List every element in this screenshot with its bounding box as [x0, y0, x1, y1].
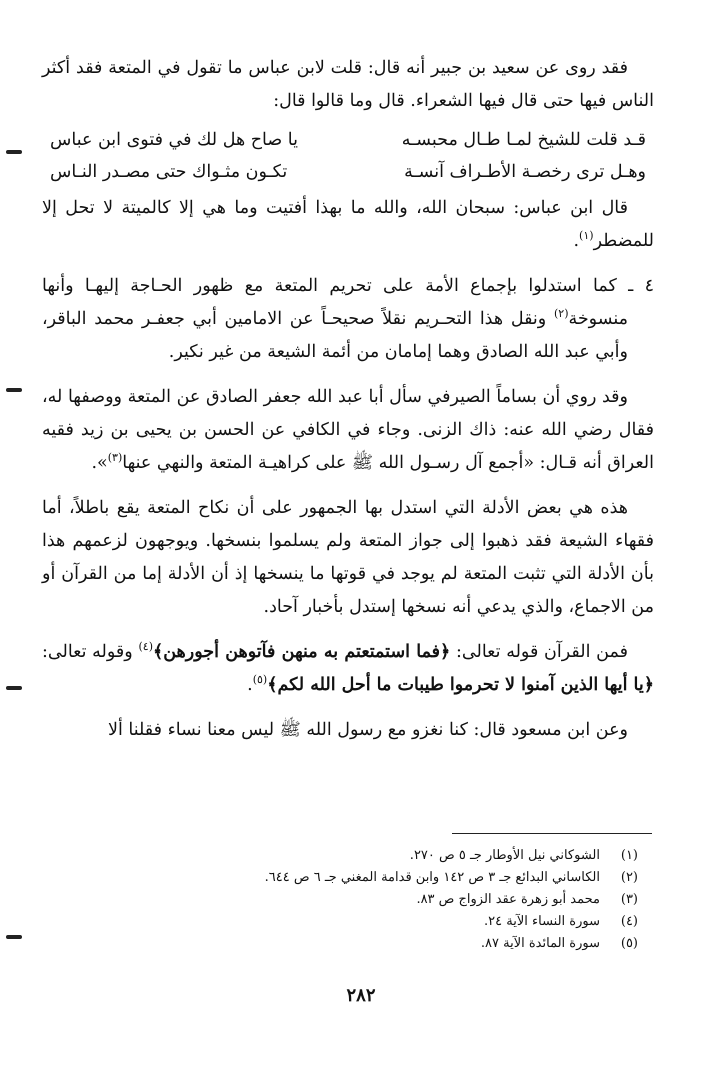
paragraph-6-text-b: وقوله تعالى: [42, 642, 139, 662]
footnote-2-text: الكاساني البدائع جـ ٣ ص ١٤٢ وابن قدامة المغني جـ ٦ ص ٦٤٤. [264, 870, 600, 885]
paragraph-4-text: وقد روي أن بساماً الصيرفي سأل أبا عبد الله جعفر الصادق عن المتعة ووصفها له، فقال رضي الله عنه: ذاك الزنى. وجاء في الكافي عن الحسن بن يحيى بن زيد فقيه العراق أنه قـال: «أجمع آل رسـول الله ﷺ على كراهيـة المتعة والنهي عنها [42, 387, 654, 473]
footnote-4-text: سورة النساء الآية ٢٤. [484, 914, 600, 929]
footnote-1-number: (١) [620, 848, 638, 863]
verse-2-left-hemistich: تكـون مثـواك حتى مصـدر النـاس [50, 162, 288, 182]
paragraph-4-end: ». [91, 453, 108, 473]
paragraph-2-end: . [573, 231, 580, 251]
footnote-2-number: (٢) [620, 870, 638, 885]
verse-1-right-hemistich: قـد قلت للشيخ لمـا طـال محبسـه [401, 130, 646, 150]
paragraph-6 [42, 636, 654, 702]
margin-mark-2 [6, 388, 22, 392]
footnote-4-number: (٤) [620, 914, 638, 929]
paragraph-3-text-b: ونقل هذا التحـريم نقلاً صحيحـاً عن الامامين أبي جعفـر محمد الباقر، وأبي عبد الله الصادق وهما إمامان من أئمة الشيعة من غير نكير. [42, 309, 628, 362]
footnote-5-text: سورة المائدة الآية ٨٧. [480, 936, 600, 951]
page-body [42, 52, 654, 747]
footnote-3-number: (٣) [620, 892, 638, 907]
paragraph-5: هذه هي بعض الأدلة التي استدل بها الجمهور على أن نكاح المتعة يقع باطلاً، أما فقهاء الشيعة فقد ذهبوا إلى جواز المتعة ولم يسلموا بنسخها. ويوجهون لزعمهم هذا بأن الأدلة التي تثبت المتعة لم يوجد في قوتها ما ينسخها إذ أن الأدلة إما من القرآن أو من الاجماع، والذي يدعي أنه نسخها إستدل بأخبار آحاد. [42, 498, 654, 617]
footnote-1 [78, 845, 638, 867]
paragraph-4 [42, 381, 654, 480]
poem-verses [42, 124, 654, 188]
paragraph-6-text-a: فمن القرآن قوله تعالى: [450, 642, 628, 662]
footnote-5 [78, 933, 638, 955]
footnote-divider [452, 833, 652, 834]
margin-mark-4 [6, 935, 22, 939]
margin-mark-3 [6, 686, 22, 690]
footnote-4 [78, 911, 638, 933]
paragraph-7: وعن ابن مسعود قال: كنا نغزو مع رسول الله ﷺ ليس معنا نساء فقلنا ألا [107, 720, 628, 740]
paragraph-2 [42, 192, 654, 258]
footnote-5-number: (٥) [620, 936, 638, 951]
paragraph-2-text: قال ابن عباس: سبحان الله، والله ما بهذا أفتيت وما هي إلا كالميتة لا تحل إلا للمضطر [42, 198, 654, 251]
footnote-3 [78, 889, 638, 911]
verse-line-1 [42, 124, 654, 156]
quran-quote-2: ﴿يا أيها الذين آمنوا لا تحرموا طيبات ما أحل الله لكم﴾ [267, 675, 654, 695]
footnote-ref-3: (٣) [107, 451, 123, 465]
footnote-3-text: محمد أبو زهرة عقد الزواج ص ٨٣. [416, 892, 600, 907]
footnote-ref-1: (١) [579, 229, 594, 243]
footnote-1-text: الشوكاني نيل الأوطار جـ ٥ ص ٢٧٠. [409, 848, 600, 863]
paragraph-1: فقد روى عن سعيد بن جبير أنه قال: قلت لابن عباس ما تقول في المتعة فقد أكثر الناس فيها حتى قال فيها الشعراء. قال وما قالوا قال: [42, 58, 654, 111]
margin-mark-1 [6, 150, 22, 154]
footnote-2 [78, 867, 638, 889]
paragraph-3-text-a: ٤ ـ كما استدلوا بإجماع الأمة على تحريم المتعة مع ظهور الحـاجة إليهـا وأنها منسوخة [42, 276, 654, 329]
footnote-ref-4: (٤) [138, 640, 153, 654]
footnotes [78, 845, 638, 955]
verse-2-right-hemistich: وهـل ترى رخصـة الأطـراف آنسـة [404, 162, 646, 182]
paragraph-3 [42, 270, 654, 369]
paragraph-6-end: . [247, 675, 253, 695]
quran-quote-1: ﴿فما استمتعتم به منهن فآتوهن أجورهن﴾ [152, 642, 451, 662]
footnote-ref-5: (٥) [252, 673, 268, 687]
footnote-ref-2: (٢) [553, 307, 569, 321]
verse-line-2 [42, 156, 654, 188]
verse-1-left-hemistich: يا صاح هل لك في فتوى ابن عباس [50, 130, 298, 150]
page-number: ٢٨٢ [346, 985, 376, 1006]
